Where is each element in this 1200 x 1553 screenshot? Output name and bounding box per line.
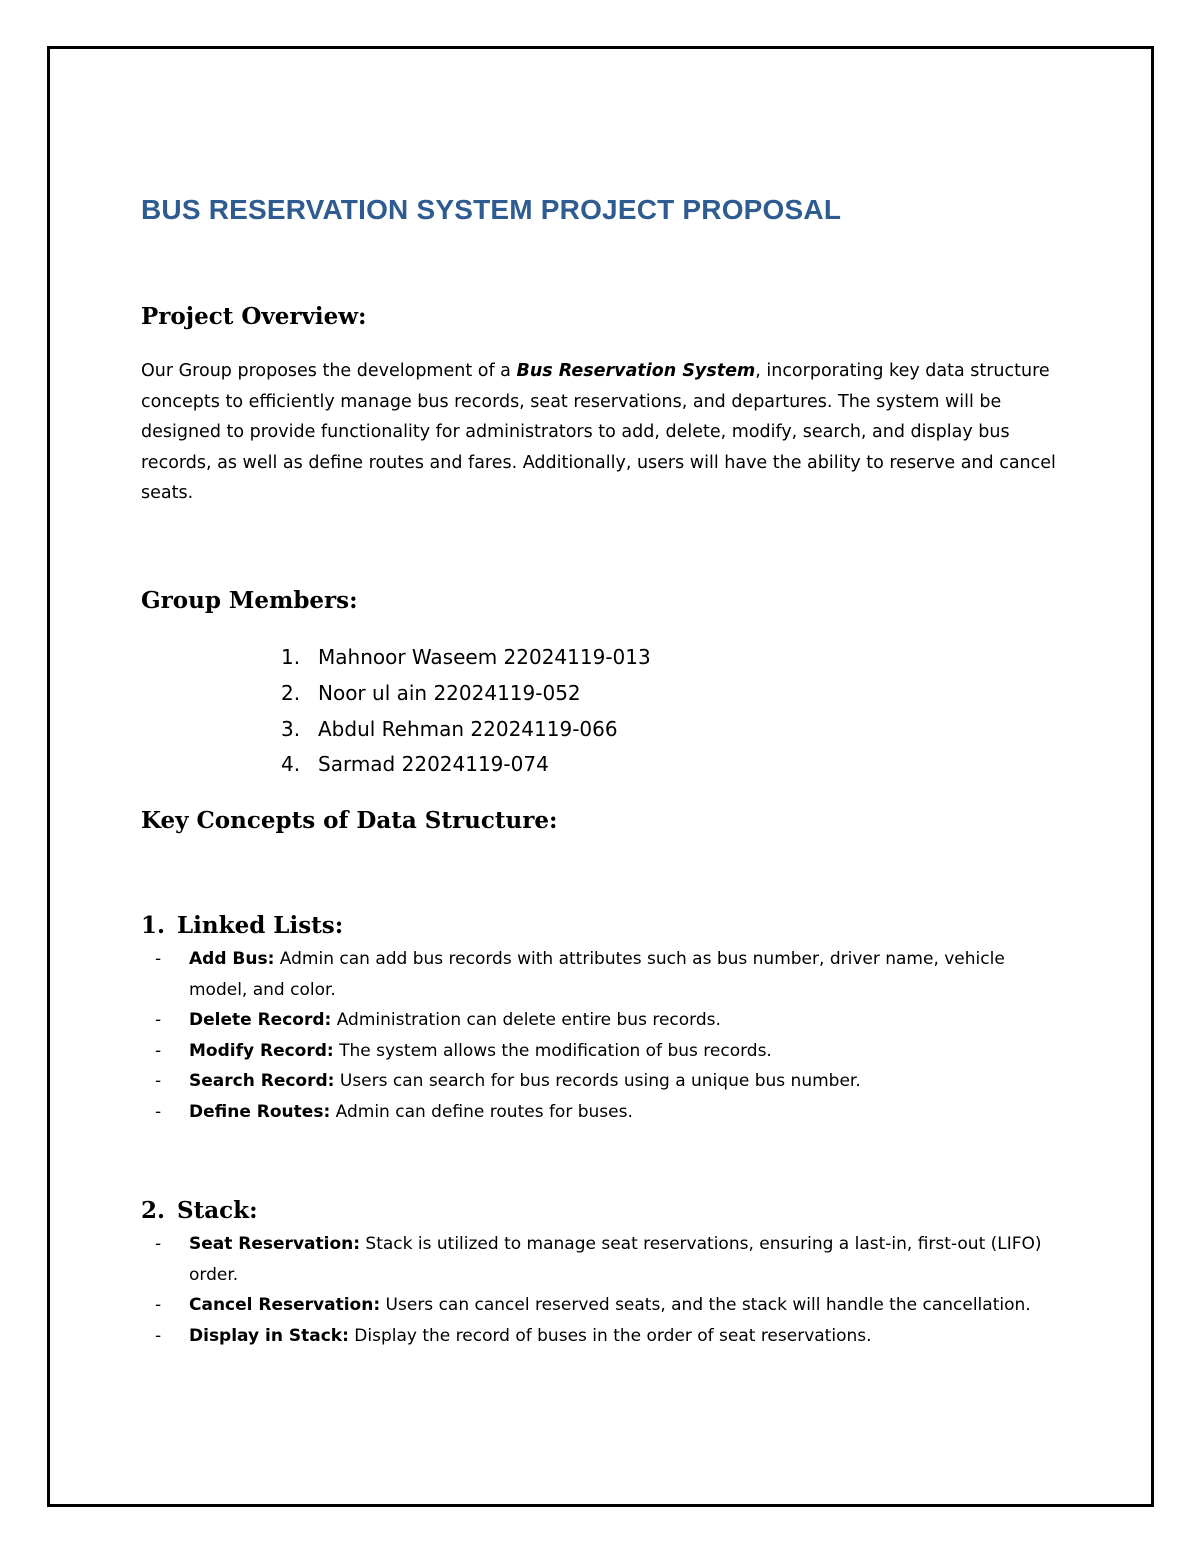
- list-item: [155, 1097, 1055, 1128]
- item-text: Stack is utilized to manage seat reservations, ensuring a last-in, first-out (LIFO) order.: [189, 1234, 1042, 1285]
- member-name: Noor ul ain 22024119-052: [318, 680, 581, 705]
- overview-emphasis: Bus Reservation System: [516, 361, 756, 381]
- dash-bullet: -: [155, 1040, 162, 1061]
- dash-bullet: -: [155, 1325, 162, 1346]
- list-item: [155, 944, 1055, 1005]
- section-number: 1.: [141, 912, 166, 939]
- dash-bullet: -: [155, 1234, 162, 1254]
- list-item: [155, 1005, 1055, 1036]
- item-text: Display the record of buses in the order of seat reservations.: [348, 1325, 872, 1346]
- section-title: Linked Lists:: [177, 912, 344, 939]
- dash-bullet: -: [155, 1071, 162, 1091]
- key-concepts-heading: Key Concepts of Data Structure:: [141, 807, 558, 834]
- item-label: Define Routes:: [189, 1101, 331, 1122]
- item-text: The system allows the modification of bus records.: [333, 1040, 772, 1061]
- linked-lists-bullets: [155, 944, 1055, 1127]
- member-name: Sarmad 22024119-074: [318, 752, 549, 777]
- dash-bullet: -: [155, 1010, 162, 1030]
- stack-bullets: [155, 1229, 1055, 1351]
- stack-heading: [141, 1197, 258, 1224]
- section-title: Stack:: [177, 1197, 258, 1224]
- member-number: 1.: [281, 645, 301, 669]
- project-overview-heading: Project Overview:: [141, 303, 367, 330]
- item-text: Users can search for bus records using a unique bus number.: [334, 1071, 861, 1091]
- item-text: Users can cancel reserved seats, and the stack will handle the cancellation.: [380, 1295, 1031, 1315]
- item-label: Seat Reservation:: [189, 1234, 361, 1254]
- linked-lists-heading: [141, 912, 343, 939]
- dash-bullet: -: [155, 949, 162, 969]
- member-name: Mahnoor Waseem 22024119-013: [318, 645, 651, 669]
- section-number: 2.: [141, 1197, 166, 1224]
- item-label: Delete Record:: [189, 1010, 332, 1030]
- item-label: Add Bus:: [189, 949, 275, 969]
- member-number: 3.: [281, 716, 301, 741]
- list-item: [155, 1066, 1055, 1097]
- member-item: [281, 676, 651, 712]
- overview-text-start: Our Group proposes the development of a: [141, 361, 517, 381]
- item-text: Admin can define routes for buses.: [330, 1101, 633, 1122]
- item-label: Display in Stack:: [189, 1325, 349, 1346]
- list-item: [155, 1229, 1055, 1290]
- overview-text-end: , incorporating key data structure concepts to efficiently manage bus records, seat reservations, and departures. The system will be designed to provide functionality for administrators to add, delete, modify, search, and display bus records, as well as define routes and fares. Additionally, users will have the ability to reserve and cancel seats.: [141, 361, 1056, 503]
- member-item: [281, 640, 651, 676]
- member-number: 4.: [281, 752, 301, 777]
- group-members-heading: Group Members:: [141, 587, 358, 614]
- list-item: [155, 1321, 1055, 1352]
- list-item: [155, 1290, 1055, 1321]
- project-overview-paragraph: [141, 356, 1056, 509]
- member-item: [281, 747, 651, 783]
- dash-bullet: -: [155, 1101, 162, 1122]
- document-title: BUS RESERVATION SYSTEM PROJECT PROPOSAL: [141, 194, 842, 225]
- item-label: Modify Record:: [189, 1040, 334, 1061]
- dash-bullet: -: [155, 1295, 162, 1315]
- item-text: Admin can add bus records with attributes such as bus number, driver name, vehicle model, and color.: [189, 949, 1005, 1000]
- member-number: 2.: [281, 680, 301, 705]
- item-label: Cancel Reservation:: [189, 1295, 381, 1315]
- list-item: [155, 1036, 1055, 1067]
- item-label: Search Record:: [189, 1071, 335, 1091]
- member-item: [281, 712, 651, 748]
- group-members-list: [281, 640, 651, 783]
- item-text: Administration can delete entire bus records.: [331, 1010, 721, 1030]
- member-name: Abdul Rehman 22024119-066: [318, 716, 618, 741]
